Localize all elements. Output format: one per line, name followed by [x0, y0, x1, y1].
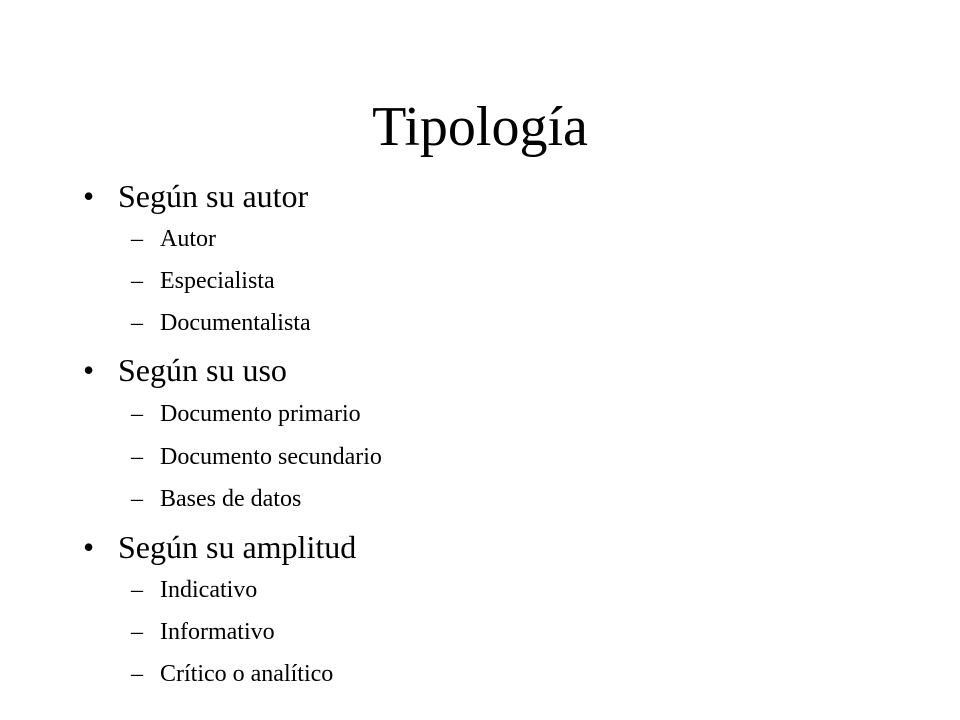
dash-icon: –	[131, 401, 143, 427]
dash-icon: –	[131, 226, 143, 252]
dash-icon: –	[131, 444, 143, 470]
dash-icon: –	[131, 486, 143, 512]
bullet-label: Según su amplitud	[118, 529, 357, 565]
bullet-icon: •	[83, 352, 95, 388]
bullet-label: Según su uso	[118, 352, 287, 388]
slide-title: Tipología	[372, 96, 588, 158]
sub-label: Especialista	[160, 268, 275, 294]
bullet-icon: •	[83, 178, 95, 214]
sub-label: Documentalista	[160, 310, 311, 336]
dash-icon: –	[131, 619, 143, 645]
dash-icon: –	[131, 310, 143, 336]
dash-icon: –	[131, 661, 143, 687]
sub-label: Documento secundario	[160, 444, 382, 470]
sub-label: Crítico o analítico	[160, 661, 334, 687]
sub-label: Documento primario	[160, 401, 361, 427]
dash-icon: –	[131, 268, 143, 294]
bullet-icon: •	[83, 529, 95, 565]
sub-label: Bases de datos	[160, 486, 302, 512]
sub-label: Indicativo	[160, 577, 258, 603]
sub-label: Autor	[160, 226, 216, 252]
bullet-label: Según su autor	[118, 178, 309, 214]
sub-label: Informativo	[160, 619, 275, 645]
dash-icon: –	[131, 577, 143, 603]
